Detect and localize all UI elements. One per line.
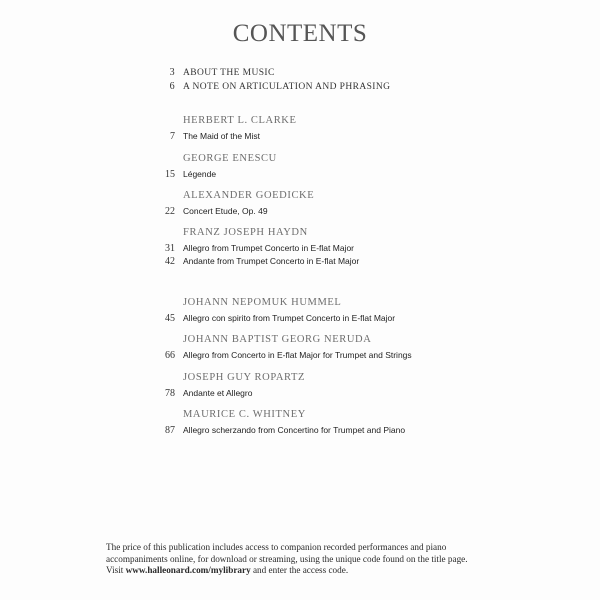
composer-name: JOHANN NEPOMUK HUMMEL: [183, 297, 342, 308]
page-number: 42: [165, 256, 175, 267]
page-number: 7: [170, 131, 175, 142]
piece-title: Andante et Allegro: [183, 388, 253, 398]
front-matter-list: [155, 67, 555, 95]
piece-entry: [155, 425, 405, 436]
composer-name: GEORGE ENESCU: [183, 153, 277, 164]
composer-name: FRANZ JOSEPH HAYDN: [183, 227, 308, 238]
piece-entry: [155, 243, 354, 254]
page-number: 6: [169, 81, 175, 92]
footer-note: [106, 542, 546, 577]
library-url-link[interactable]: www.halleonard.com/mylibrary: [125, 565, 251, 575]
front-matter-item: [155, 81, 555, 95]
piece-entry: [155, 131, 260, 142]
piece-title: Allegro con spirito from Trumpet Concerto in E-flat Major: [183, 313, 396, 323]
front-matter-label: A NOTE ON ARTICULATION AND PHRASING: [183, 82, 391, 92]
page-number: 15: [165, 169, 175, 180]
piece-entry: [155, 350, 412, 361]
page-number: 22: [165, 206, 175, 217]
piece-entry: [155, 388, 252, 399]
page-number: 66: [165, 350, 175, 361]
composer-name: MAURICE C. WHITNEY: [183, 409, 306, 420]
page-number: 45: [165, 313, 175, 324]
piece-title: Légende: [183, 169, 217, 179]
piece-entry: [155, 169, 216, 180]
piece-entry: [155, 206, 268, 217]
piece-title: Allegro scherzando from Concertino for Trumpet and Piano: [183, 425, 406, 435]
footer-line-visit: [106, 565, 546, 577]
footer-visit-prefix: Visit: [106, 565, 126, 575]
footer-visit-suffix: and enter the access code.: [250, 565, 349, 575]
piece-title: The Maid of the Mist: [183, 131, 261, 141]
page-number: 31: [165, 243, 175, 254]
piece-title: Concert Etude, Op. 49: [183, 206, 268, 216]
composer-name: HERBERT L. CLARKE: [183, 115, 297, 126]
composer-name: ALEXANDER GOEDICKE: [183, 190, 315, 201]
piece-entry: [155, 256, 359, 267]
page-number: 78: [165, 388, 175, 399]
page-title: CONTENTS: [232, 20, 368, 47]
footer-line: accompaniments online, for download or streaming, using the unique code found on the title page.: [106, 553, 468, 564]
composer-name: JOHANN BAPTIST GEORG NERUDA: [183, 334, 372, 345]
piece-title: Allegro from Trumpet Concerto in E-flat Major: [183, 243, 355, 253]
piece-entry: [155, 313, 395, 324]
page-number: 3: [169, 67, 175, 78]
footer-line: The price of this publication includes access to companion recorded performances and piano: [106, 542, 447, 552]
front-matter-label: ABOUT THE MUSIC: [183, 68, 275, 78]
page-number: 87: [165, 425, 175, 436]
piece-title: Allegro from Concerto in E-flat Major for Trumpet and Strings: [183, 350, 412, 360]
composer-name: JOSEPH GUY ROPARTZ: [183, 372, 305, 383]
piece-title: Andante from Trumpet Concerto in E-flat Major: [183, 256, 360, 266]
front-matter-item: [155, 67, 555, 81]
